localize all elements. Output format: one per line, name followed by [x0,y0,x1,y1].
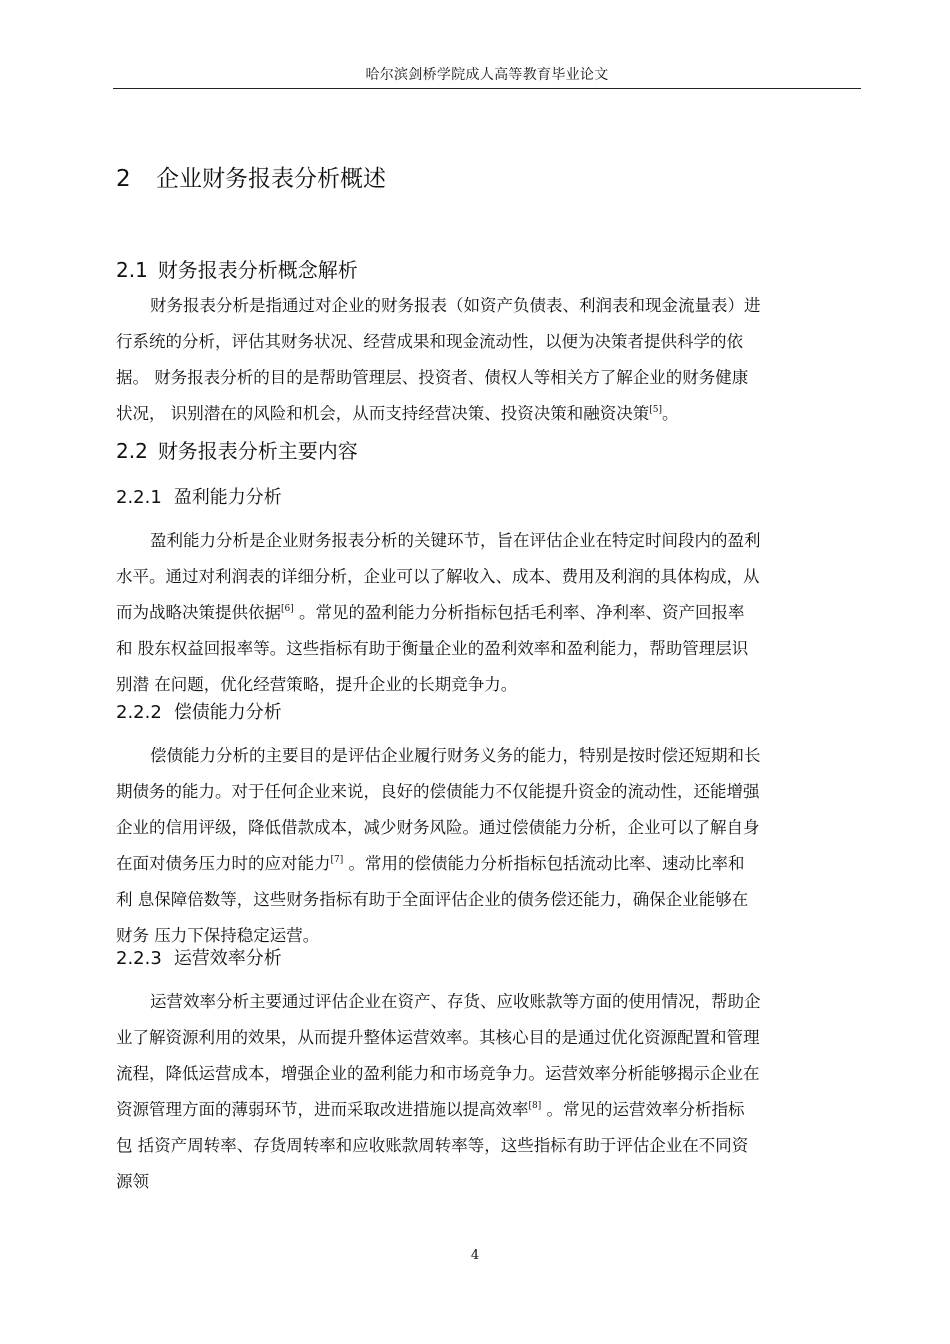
text-line: 期债务的能力。对于任何企业来说，良好的偿债能力不仅能提升资金的流动性，还能增强 [116,782,760,801]
text-line: 别潜 在问题，优化经营策略，提升企业的长期竞争力。 [116,675,518,694]
citation: [7] [330,855,344,865]
section-title: 财务报表分析概念解析 [157,258,358,282]
section-2-2-3-heading [116,944,282,970]
section-2-1-heading [116,254,358,283]
text-line: 据。 财务报表分析的目的是帮助管理层、投资者、债权人等相关方了解企业的财务健康 [116,368,749,387]
citation: [8] [528,1101,542,1111]
citation: [6] [281,604,294,614]
text-segment: 。常见的运营效率分析指标 [546,1100,745,1119]
text-segment: 而为战略决策提供依据 [116,603,281,622]
section-2-2-3-paragraph [116,984,864,1200]
text-line: 利 息保障倍数等，这些财务指标有助于全面评估企业的债务偿还能力，确保企业能够在 [116,890,749,909]
text-line: 包 括资产周转率、存货周转率和应收账款周转率等，这些指标有助于评估企业在不同资 [116,1136,749,1155]
text-line: 流程，降低运营成本，增强企业的盈利能力和市场竞争力。运营效率分析能够揭示企业在 [116,1064,760,1083]
section-2-2-2-heading [116,698,282,724]
page-number: 4 [470,1248,480,1263]
text-line: 财务报表分析是指通过对企业的财务报表（如资产负债表、利润表和现金流量表）进 [150,296,761,315]
section-title: 盈利能力分析 [173,487,282,508]
section-number: 2.1 [116,258,148,282]
text-line: 业了解资源利用的效果，从而提升整体运营效率。其核心目的是通过优化资源配置和管理 [116,1028,760,1047]
section-2-2-1-paragraph [116,523,864,703]
text-line: 行系统的分析，评估其财务状况、经营成果和现金流动性，以便为决策者提供科学的依 [116,332,743,351]
text-segment: 。常用的偿债能力分析指标包括流动比率、速动比率和 [348,854,745,873]
section-title: 偿债能力分析 [173,702,282,723]
section-2-1-paragraph [116,288,864,432]
text-line: 源领 [116,1172,149,1191]
header-title: 哈尔滨剑桥学院成人高等教育毕业论文 [365,67,609,83]
chapter-number: 2 [116,166,131,192]
section-number: 2.2.1 [116,487,162,508]
text-segment: 状况， 识别潜在的风险和机会，从而支持经营决策、投资决策和融资决策 [116,404,650,423]
text-line [116,1092,864,1128]
section-2-2-heading [116,435,358,464]
header-rule [113,88,861,89]
section-title: 财务报表分析主要内容 [157,439,358,463]
text-segment: 在面对债务压力时的应对能力 [116,854,331,873]
section-number: 2.2.3 [116,948,162,969]
text-line: 企业的信用评级，降低借款成本，减少财务风险。通过偿债能力分析，企业可以了解自身 [116,818,760,837]
section-number: 2.2 [116,439,148,463]
chapter-title: 企业财务报表分析概述 [156,166,386,192]
text-line: 偿债能力分析的主要目的是评估企业履行财务义务的能力，特别是按时偿还短期和长 [150,746,761,765]
text-line [116,595,864,631]
text-line: 盈利能力分析是企业财务报表分析的关键环节，旨在评估企业在特定时间段内的盈利 [150,531,761,550]
section-title: 运营效率分析 [173,948,282,969]
text-line: 运营效率分析主要通过评估企业在资产、存货、应收账款等方面的使用情况，帮助企 [150,992,761,1011]
text-line: 财务 压力下保持稳定运营。 [116,926,320,945]
text-segment: 资源管理方面的薄弱环节，进而采取改进措施以提高效率 [116,1100,529,1119]
chapter-heading [116,160,386,193]
text-line: 和 股东权益回报率等。这些指标有助于衡量企业的盈利效率和盈利能力，帮助管理层识 [116,639,749,658]
section-number: 2.2.2 [116,702,162,723]
text-line [116,396,864,432]
section-2-2-2-paragraph [116,738,864,954]
text-line: 水平。通过对利润表的详细分析，企业可以了解收入、成本、费用及利润的具体构成，从 [116,567,760,586]
text-segment: 。常见的盈利能力分析指标包括毛利率、净利率、资产回报率 [299,603,745,622]
citation: [5] [649,405,662,415]
section-2-2-1-heading [116,483,282,509]
text-line [116,846,864,882]
text-segment: 。 [662,404,679,423]
